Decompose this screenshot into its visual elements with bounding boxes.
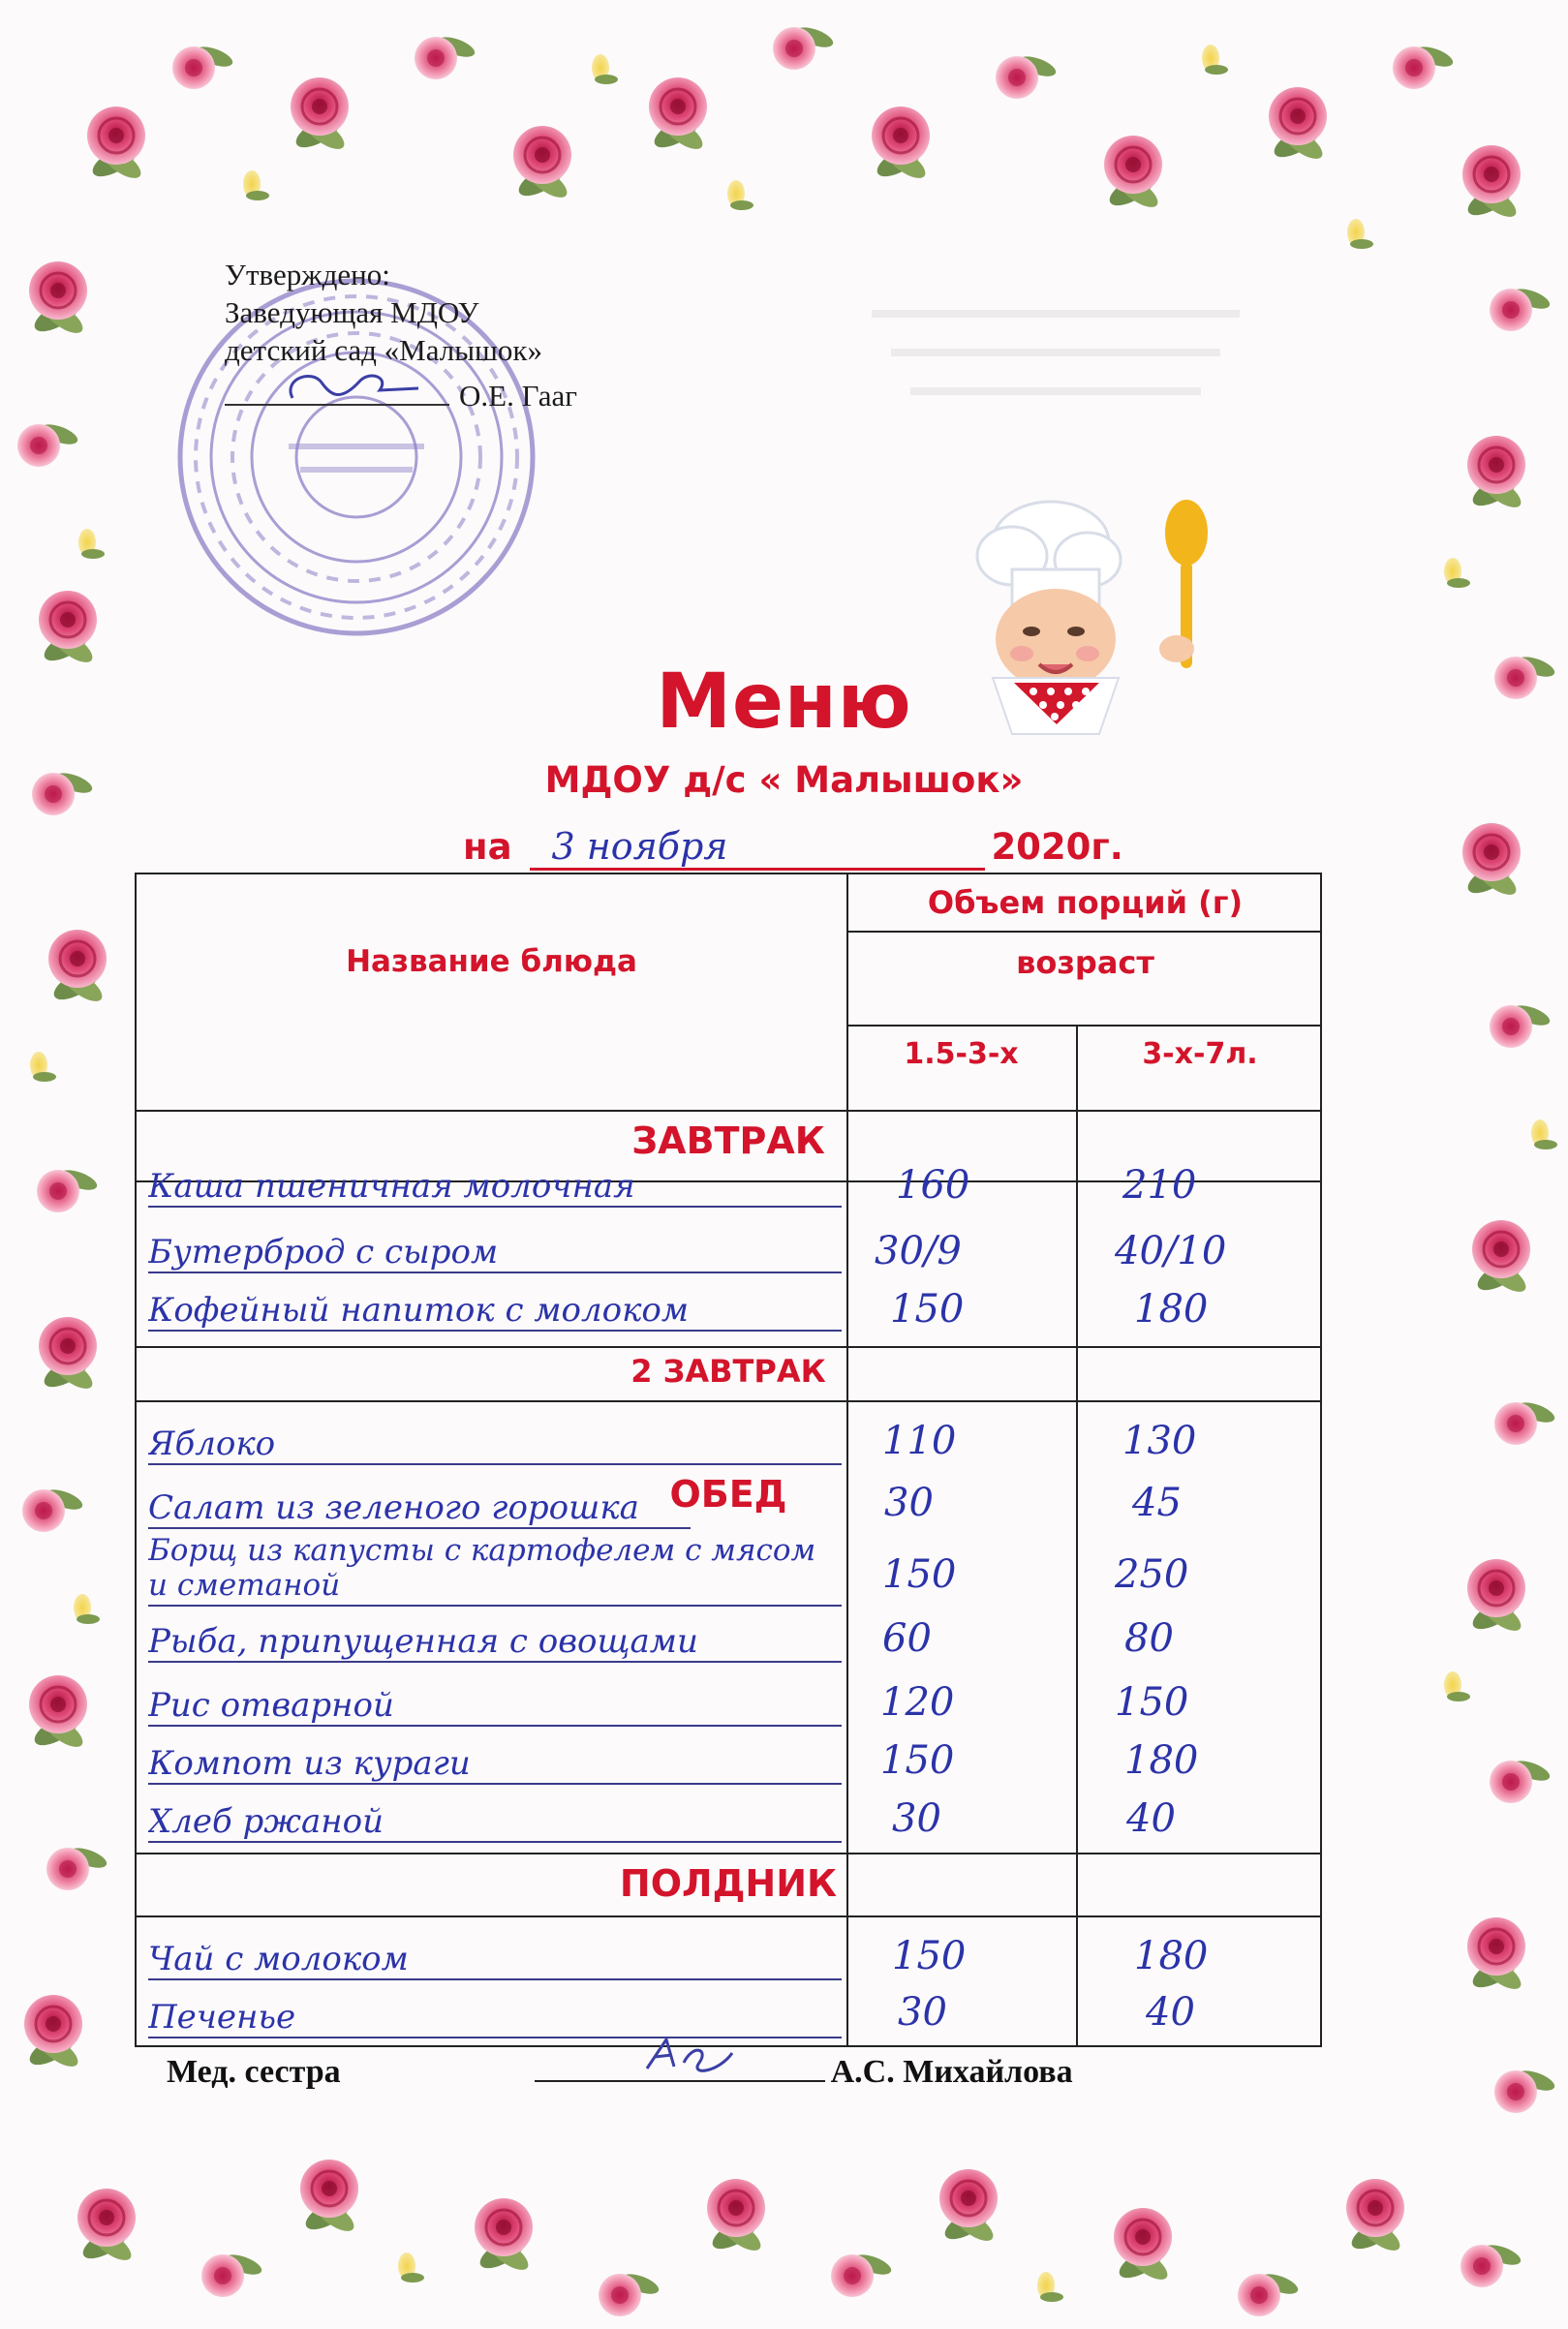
row-rule [137,1853,1320,1854]
row-rule [137,1400,1320,1402]
portion-large: 250 [1115,1552,1189,1597]
dish-name: Каша пшеничная молочная [148,1167,842,1208]
section-afternoon-snack: ПОЛДНИК [619,1862,838,1905]
dish-name: Яблоко [148,1425,842,1465]
footer-signature [167,2051,1232,2091]
dish-name: Борщ из капусты с картофелем с мясом и сметаной [148,1533,842,1607]
menu-table [135,873,1322,2047]
date-prefix: на [463,826,512,868]
section-lunch: ОБЕД [669,1473,787,1516]
portion-large: 210 [1122,1163,1197,1208]
row-rule [137,1346,1320,1348]
date-year: 2020г. [991,826,1123,868]
portion-large: 40 [1146,1990,1195,2035]
row-rule [137,1915,1320,1917]
handwritten-signature [225,369,449,404]
nurse-signature [641,2034,738,2076]
portion-small: 150 [882,1552,957,1597]
section-breakfast: ЗАВТРАК [631,1119,825,1162]
bleed-through-text [852,291,1278,407]
portion-small: 30 [884,1481,934,1525]
age-header: возраст [1016,944,1154,981]
portion-large: 150 [1115,1680,1189,1725]
portion-small: 120 [880,1680,955,1725]
section-second-breakfast: 2 ЗАВТРАК [630,1353,826,1390]
portion-small: 30 [892,1796,941,1841]
portion-small: 60 [882,1616,932,1661]
approval-position: Заведующая МДОУ [225,295,479,329]
nurse-signature-line [535,2051,825,2082]
approval-organization: детский сад «Малышок» [225,333,542,367]
portion-large: 40/10 [1115,1229,1227,1273]
portion-large: 80 [1124,1616,1174,1661]
dish-name: Печенье [148,1998,842,2038]
signature-line [225,369,449,406]
nurse-name: А.С. Михайлова [830,2054,1073,2090]
nurse-role: Мед. сестра [167,2054,341,2090]
portion-large: 180 [1134,1287,1209,1332]
dish-name: Бутерброд с сыром [148,1233,842,1273]
header-rule-1 [846,931,1320,933]
age-group-2: 3-х-7л. [1142,1037,1258,1071]
portion-header: Объем порций (г) [927,884,1244,921]
portion-large: 40 [1126,1796,1176,1841]
menu-subtitle: МДОУ д/с « Малышок» [544,759,1024,801]
portion-large: 180 [1124,1738,1199,1783]
dish-name: Рыба, припущенная с овощами [148,1622,842,1663]
date-handwritten: 3 ноября [530,825,985,871]
header-rule-3 [137,1110,1320,1112]
header-rule-2 [846,1025,1320,1027]
dish-name: Компот из кураги [148,1744,842,1785]
approval-signature-row [225,369,680,414]
column-divider-dish [846,1110,848,2047]
column-divider-age [1076,1110,1078,2047]
dish-name: Кофейный напиток с молоком [148,1291,842,1332]
portion-small: 110 [882,1419,957,1463]
menu-title: Меню [656,659,912,746]
portion-small: 30/9 [875,1229,962,1273]
portion-small: 160 [896,1163,970,1208]
portion-large: 45 [1132,1481,1182,1525]
menu-date-line [463,825,1123,871]
approval-block [225,256,680,414]
portion-small: 150 [880,1738,955,1783]
dish-name-header: Название блюда [346,944,637,979]
portion-small: 150 [890,1287,965,1332]
approval-heading: Утверждено: [225,258,390,291]
dish-name: Рис отварной [148,1686,842,1727]
age-group-1: 1.5-3-х [904,1037,1019,1071]
dish-name: Чай с молоком [148,1940,842,1980]
dish-name: Салат из зеленого горошка [148,1488,691,1529]
portion-small: 30 [898,1990,947,2035]
portion-small: 150 [892,1934,967,1978]
approval-signer: О.Е. Гааг [459,379,577,413]
dish-name: Хлеб ржаной [148,1802,842,1843]
portion-large: 180 [1134,1934,1209,1978]
portion-large: 130 [1122,1419,1197,1463]
